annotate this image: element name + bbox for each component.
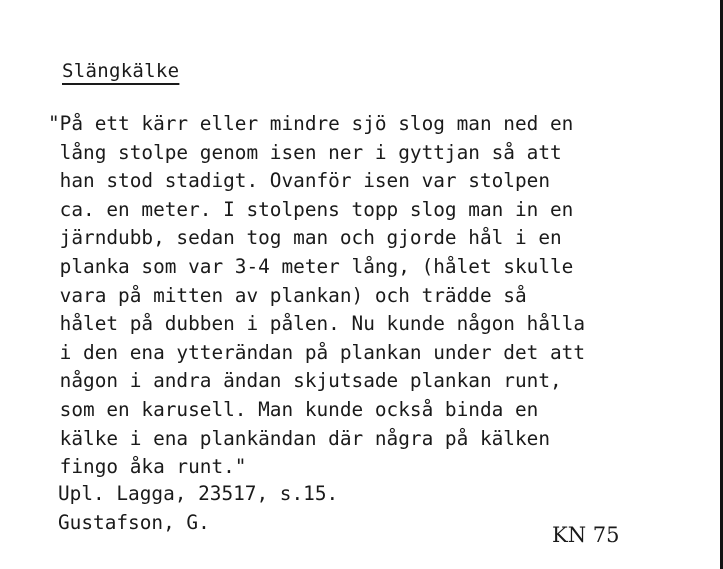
text-line: hålet på dubben i pålen. Nu kunde någon hålla	[48, 312, 586, 336]
text-line: planka som var 3-4 meter lång, (hålet skulle	[48, 254, 574, 278]
source-line: Gustafson, G.	[58, 510, 210, 534]
card-body-text	[48, 110, 585, 482]
archive-code: KN 75	[552, 523, 620, 547]
text-line: kälke i ena plankändan där några på kälken	[48, 426, 550, 450]
card-title: Slängkälke	[62, 60, 180, 82]
text-line: vara på mitten av plankan) och trädde så	[48, 283, 527, 307]
text-line: "På ett kärr eller mindre sjö slog man ned en	[48, 112, 574, 135]
text-line: järndubb, sedan tog man och gjorde hål i en	[48, 226, 562, 250]
text-line: någon i andra ändan skjutsade plankan runt,	[48, 369, 562, 393]
text-line: fingo åka runt."	[48, 455, 247, 479]
text-line: ca. en meter. I stolpens topp slog man in en	[48, 197, 574, 221]
text-line: som en karusell. Man kunde också binda en	[48, 397, 539, 421]
text-line: han stod stadigt. Ovanför isen var stolpen	[48, 169, 550, 193]
source-line: Upl. Lagga, 23517, s.15.	[58, 482, 339, 505]
source-reference	[58, 480, 338, 537]
text-line: i den ena ytterändan på plankan under det att	[48, 340, 586, 364]
text-line: lång stolpe genom isen ner i gyttjan så att	[48, 140, 562, 164]
